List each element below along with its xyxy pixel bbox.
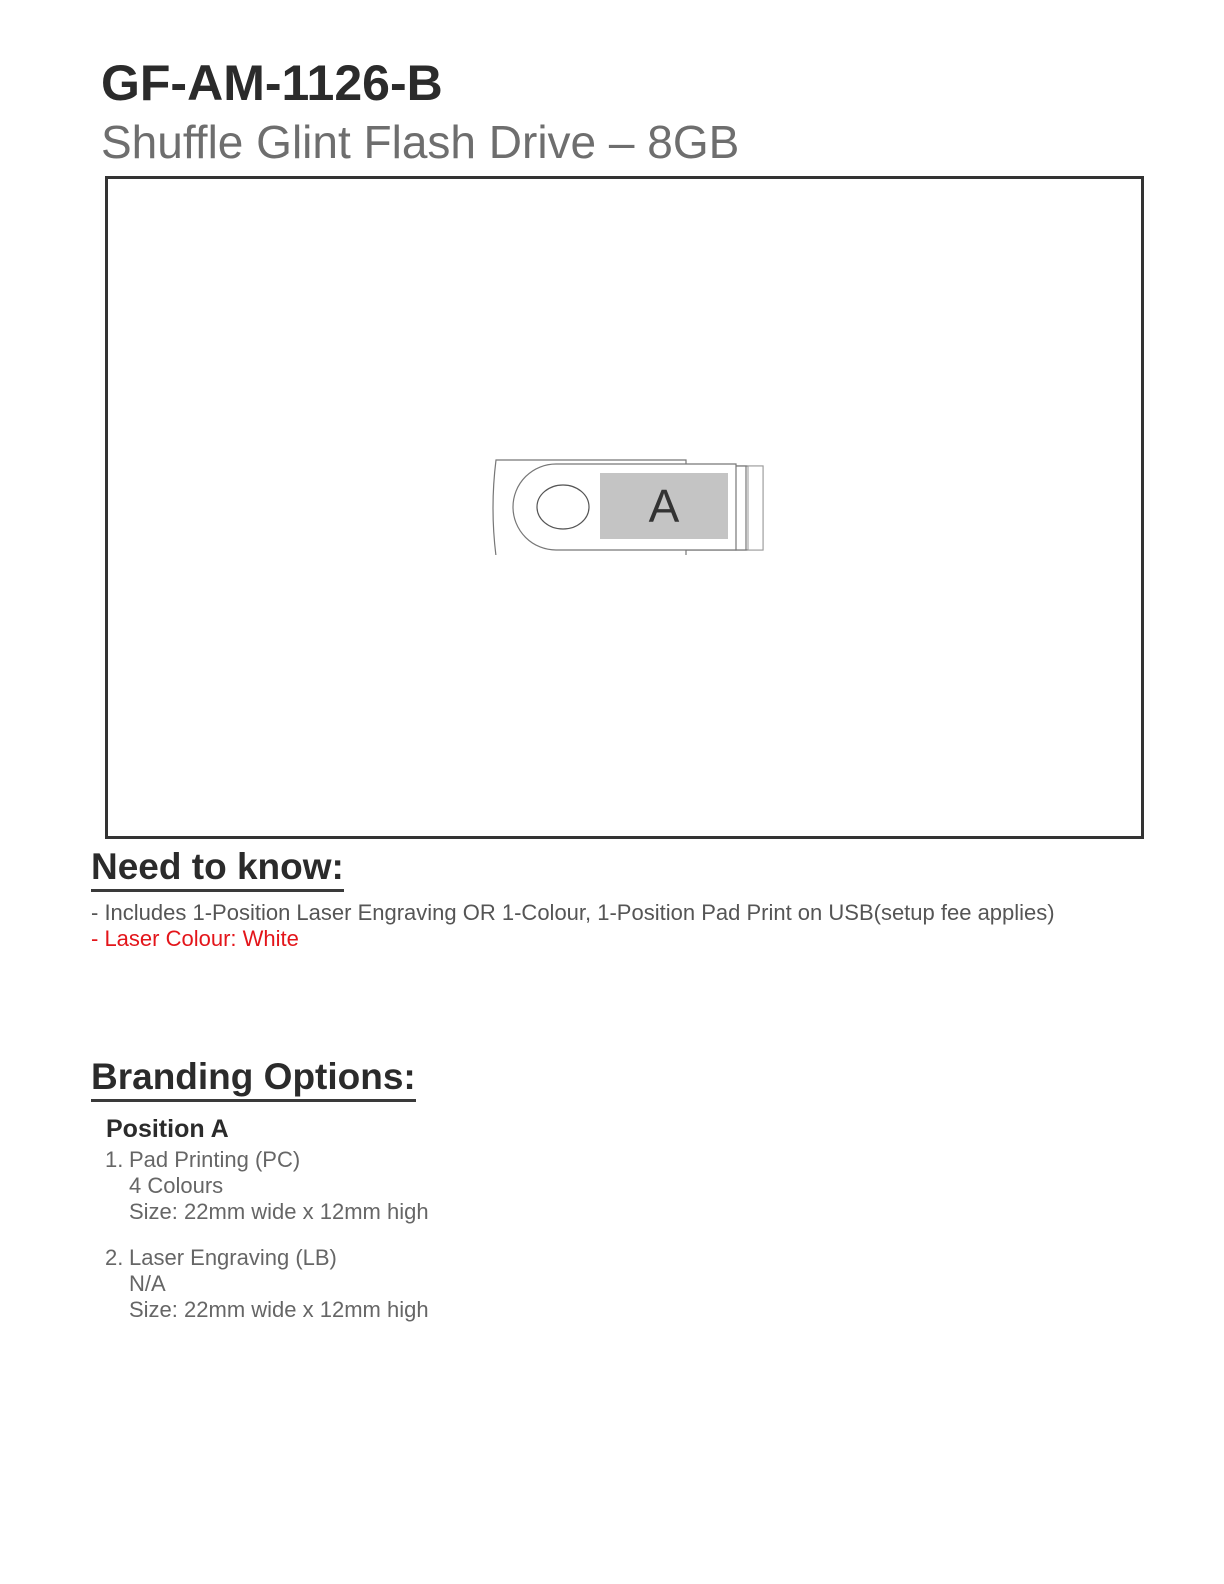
option-method: Pad Printing (PC) — [129, 1147, 301, 1172]
product-name: Shuffle Glint Flash Drive – 8GB — [101, 116, 740, 168]
position-a-title: Position A — [106, 1115, 229, 1143]
option-number: 2. — [105, 1245, 124, 1270]
option-size: Size: 22mm wide x 12mm high — [129, 1297, 429, 1322]
print-position-a-marker: A — [600, 473, 728, 539]
product-code: GF-AM-1126-B — [101, 55, 443, 111]
option-colours: 4 Colours — [129, 1173, 224, 1198]
product-image-frame — [105, 176, 1144, 839]
option-number: 1. — [105, 1147, 124, 1172]
option-colours: N/A — [129, 1271, 166, 1296]
branding-options-heading: Branding Options: — [91, 1056, 416, 1102]
need-to-know-line-2: - Laser Colour: White — [91, 926, 299, 951]
option-size: Size: 22mm wide x 12mm high — [129, 1199, 429, 1224]
usb-flash-drive-illustration — [490, 458, 766, 555]
need-to-know-heading: Need to know: — [91, 846, 344, 892]
option-method: Laser Engraving (LB) — [129, 1245, 337, 1270]
branding-option-1 — [105, 1147, 429, 1225]
branding-option-2 — [105, 1245, 429, 1323]
need-to-know-line-1: - Includes 1-Position Laser Engraving OR 1-Colour, 1-Position Pad Print on USB(setup fee applies) — [91, 900, 1055, 925]
